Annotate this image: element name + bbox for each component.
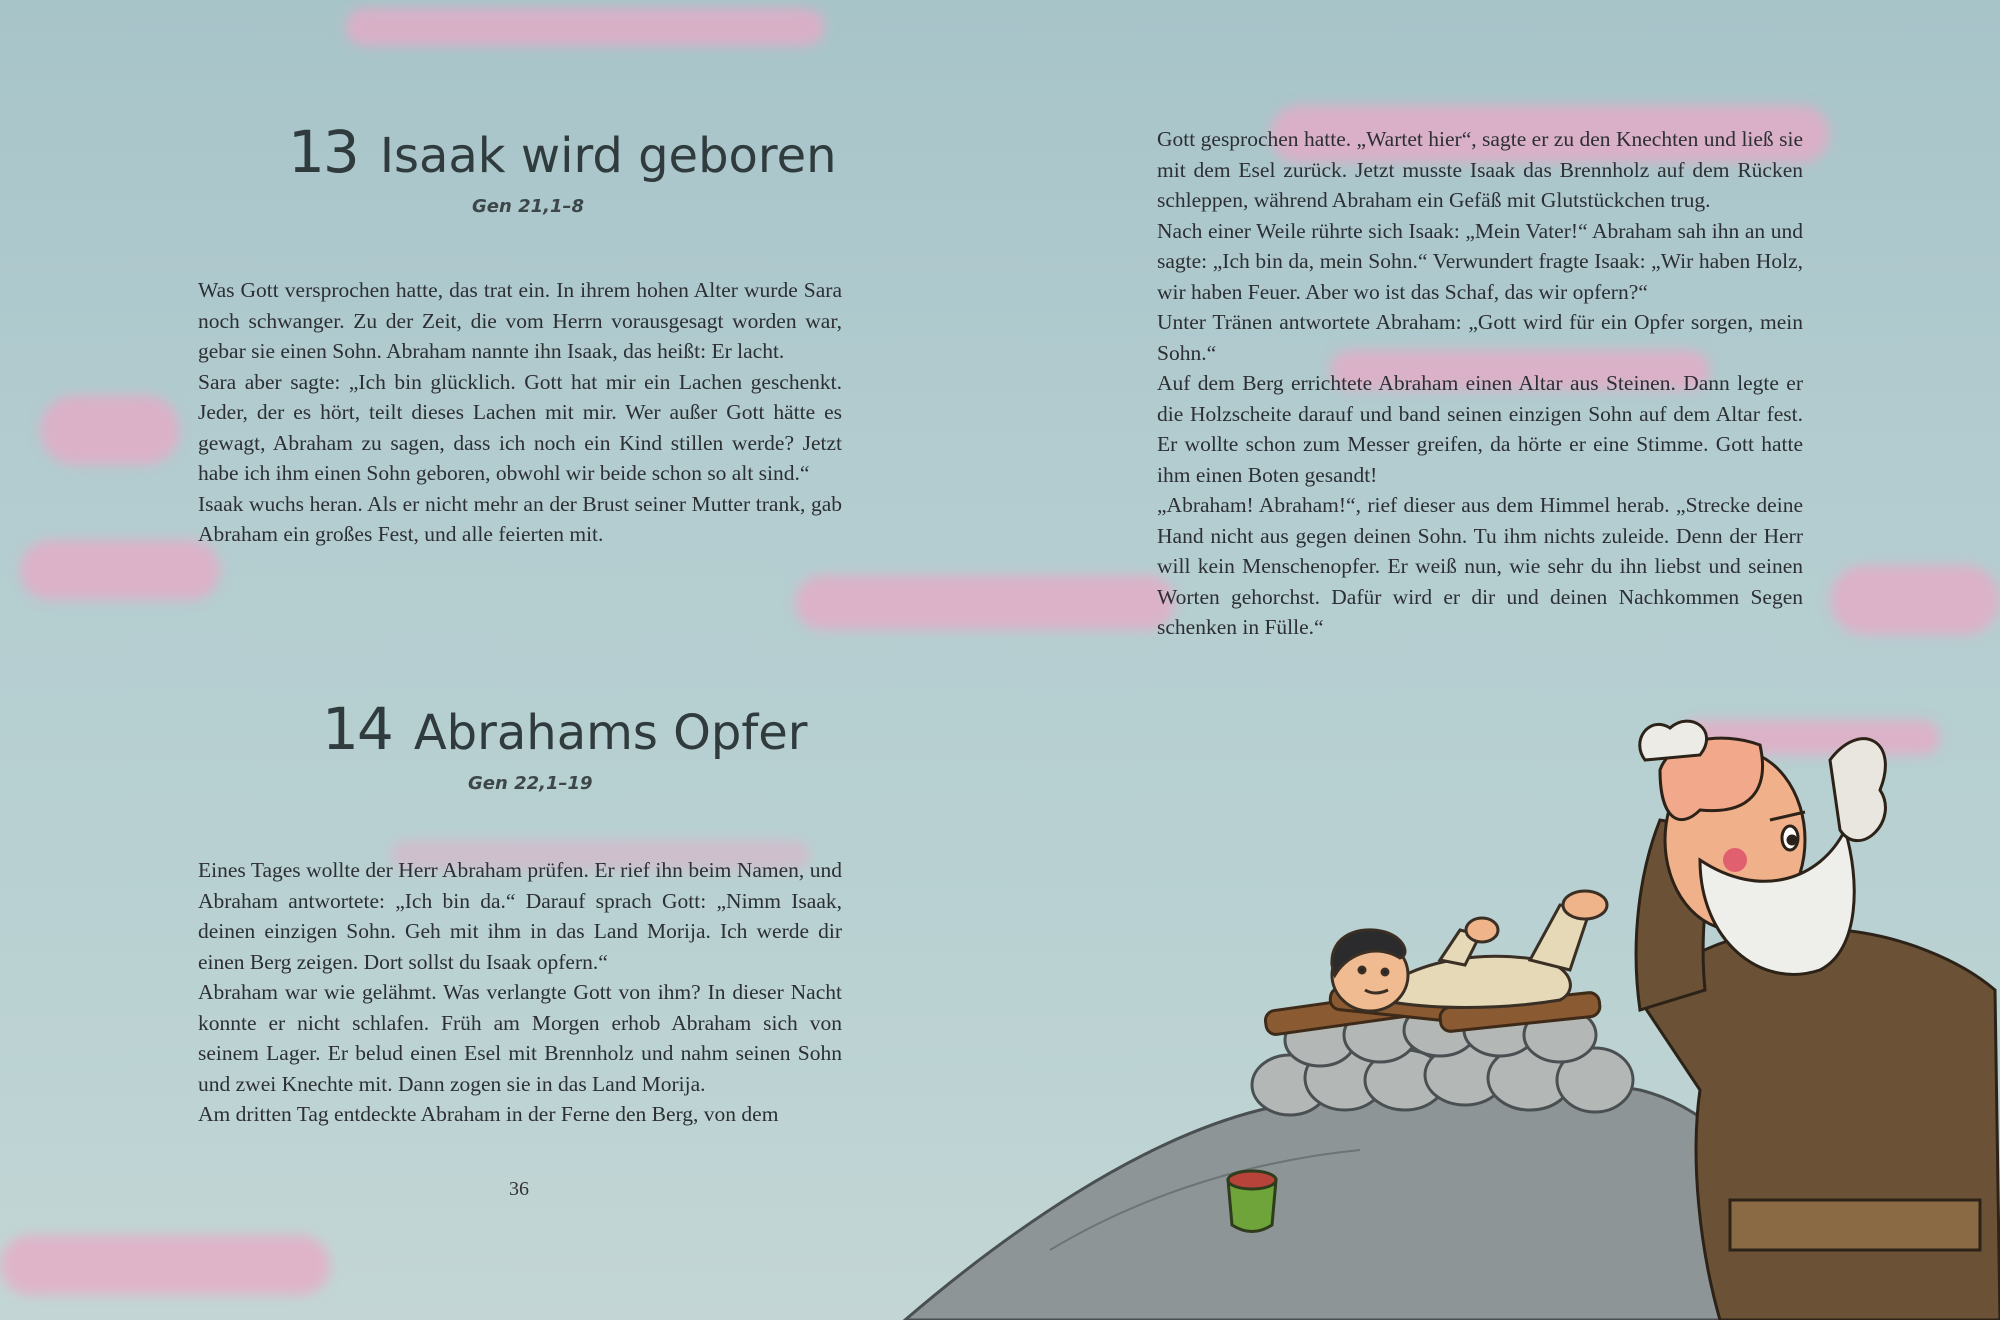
right-page-text [1157,124,1803,643]
paragraph: Auf dem Berg errichtete Abraham einen Altar aus Steinen. Dann legte er die Holzscheite darauf und band seinen einzigen Sohn auf dem Altar fest. Er wollte schon zum Messer greifen, da hörte er eine Stimme. Gott hatte ihm einen Boten gesandt! [1157,371,1803,487]
paragraph: Eines Tages wollte der Herr Abraham prüfen. Er rief ihn beim Namen, und Abraham antwortete: „Ich bin da.“ Darauf sprach Gott: „Nimm Isaak, deinen einzigen Sohn. Geh mit ihm in das Land Morija. Ich werde dir einen Berg zeigen. Dort sollst du Isaak opfern.“ [198,858,842,974]
bible-reference: Gen 22,1–19 [468,773,593,794]
paragraph: Isaak wuchs heran. Als er nicht mehr an der Brust seiner Mutter trank, gab Abraham ein großes Fest, und alle feierten mit. [198,491,842,546]
paragraph: Was Gott versprochen hatte, das trat ein. In ihrem hohen Alter wurde Sara noch schwanger. Zu der Zeit, die vom Herrn vorausgesagt worden war, gebar sie einen Sohn. Abraham nannte ihn Isaak, das heißt: Er lacht. [198,278,842,363]
fire-pot [1228,1171,1276,1232]
chapter-number: 14 [322,695,392,763]
paragraph: Abraham war wie gelähmt. Was verlangte Gott von ihm? In dieser Nacht konnte er nicht schlafen. Früh am Morgen erhob Abraham sich von seinem Lager. Er belud einen Esel mit Brennholz und nahm seinen Sohn und zwei Knechte mit. Dann zogen sie in das Land Morija. [198,980,842,1096]
page-number: 36 [509,1178,529,1200]
chapter-13-text [198,275,842,550]
paragraph: Nach einer Weile rührte sich Isaak: „Mein Vater!“ Abraham sah ihn an und sagte: „Ich bin da, mein Sohn.“ Verwundert fragte Isaak: „Wir haben Holz, wir haben Feuer. Aber wo ist das Schaf, das wir opfern?“ [1157,218,1803,304]
isaak-figure [1332,891,1607,1011]
paragraph: Unter Tränen antwortete Abraham: „Gott wird für ein Opfer sorgen, mein Sohn.“ [1157,310,1803,365]
chapter-14-heading [322,695,808,763]
chapter-14-text [198,855,842,1130]
chapter-13-heading [288,118,837,186]
paragraph: Sara aber sagte: „Ich bin glücklich. Gott hat mir ein Lachen geschenkt. Jeder, der es hört, teilt dieses Lachen mit mir. Wer außer Gott hätte es gewagt, Abraham zu sagen, dass ich noch ein Kind stillen werde? Jetzt habe ich ihm einen Sohn geboren, obwohl wir beide schon so alt sind.“ [198,369,842,485]
chapter-title: Isaak wird geboren [379,128,837,184]
mountain-rock [905,1083,1820,1320]
bible-reference: Gen 21,1–8 [472,196,584,217]
paragraph: „Abraham! Abraham!“, rief dieser aus dem Himmel herab. „Strecke deine Hand nicht aus gegen deinen Sohn. Tu ihm nichts zuleide. Denn der Herr will kein Menschenopfer. Er weiß nun, wie sehr du ihn liebst und seinen Worten gehorchst. Dafür wird er dir und deinen Nachkommen Segen schenken in Fülle.“ [1157,493,1803,639]
chapter-title: Abrahams Opfer [413,705,808,761]
paragraph: Gott gesprochen hatte. „Wartet hier“, sagte er zu den Knechten und ließ sie mit dem Esel zurück. Jetzt musste Isaak das Brennholz auf dem Rücken schleppen, während Abraham ein Gefäß mit Glutstückchen trug. [1157,127,1803,212]
chapter-number: 13 [288,118,358,186]
paragraph: Am dritten Tag entdeckte Abraham in der Ferne den Berg, von dem [198,1102,779,1126]
